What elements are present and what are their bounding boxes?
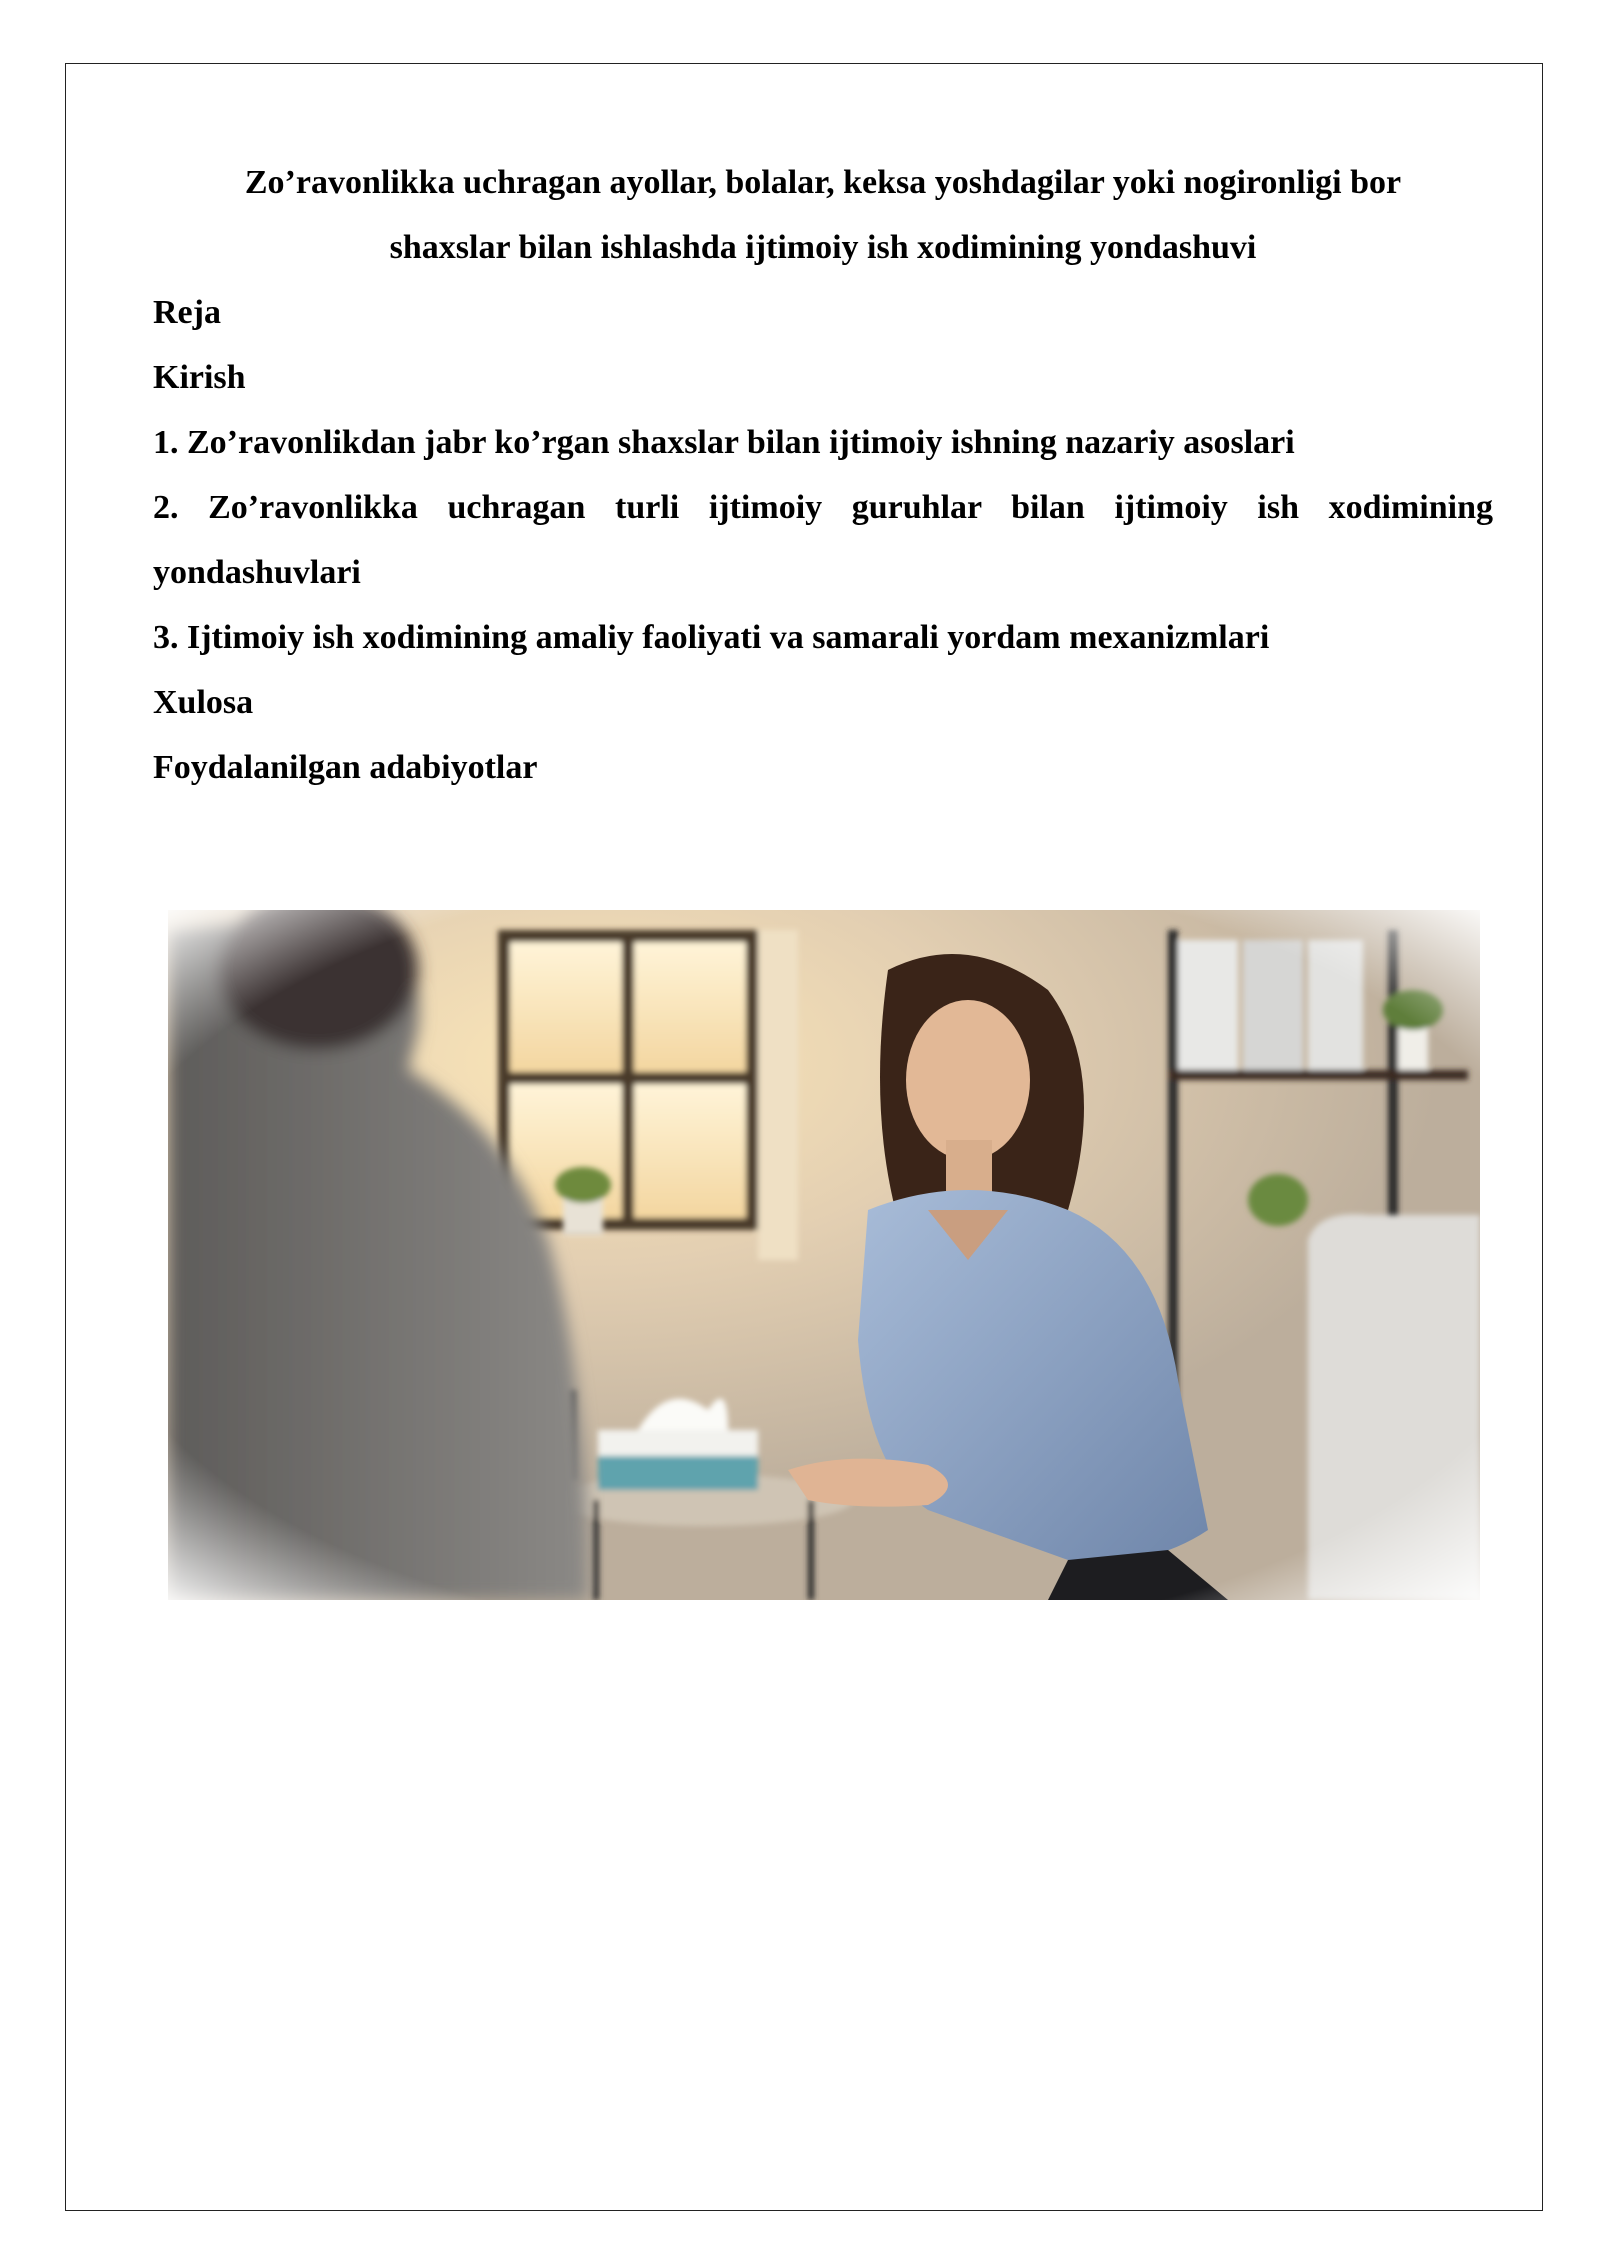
plan-item-references: Foydalanilgan adabiyotlar	[153, 749, 538, 786]
plan-item-2: 2. Zo’ravonlikka uchragan turli ijtimoiy guruhlar bilan ijtimoiy ish xodimining yondashuvlari	[153, 489, 1493, 591]
plan-item-1: 1. Zo’ravonlikdan jabr ko’rgan shaxslar bilan ijtimoiy ishning nazariy asoslari	[153, 424, 1295, 461]
plan-heading: Reja	[153, 294, 221, 331]
document-body	[153, 150, 1493, 800]
plan-item-introduction: Kirish	[153, 359, 246, 396]
plan-item-3: 3. Ijtimoiy ish xodimining amaliy faoliyati va samarali yordam mexanizmlari	[153, 619, 1270, 656]
document-title-line-1: Zo’ravonlikka uchragan ayollar, bolalar, keksa yoshdagilar yoki nogironligi bor	[244, 164, 1402, 201]
plan-item-conclusion: Xulosa	[153, 684, 254, 721]
counseling-session-photo	[168, 910, 1480, 1600]
document-title-line-2: shaxslar bilan ishlashda ijtimoiy ish xodimining yondashuvi	[389, 229, 1257, 266]
